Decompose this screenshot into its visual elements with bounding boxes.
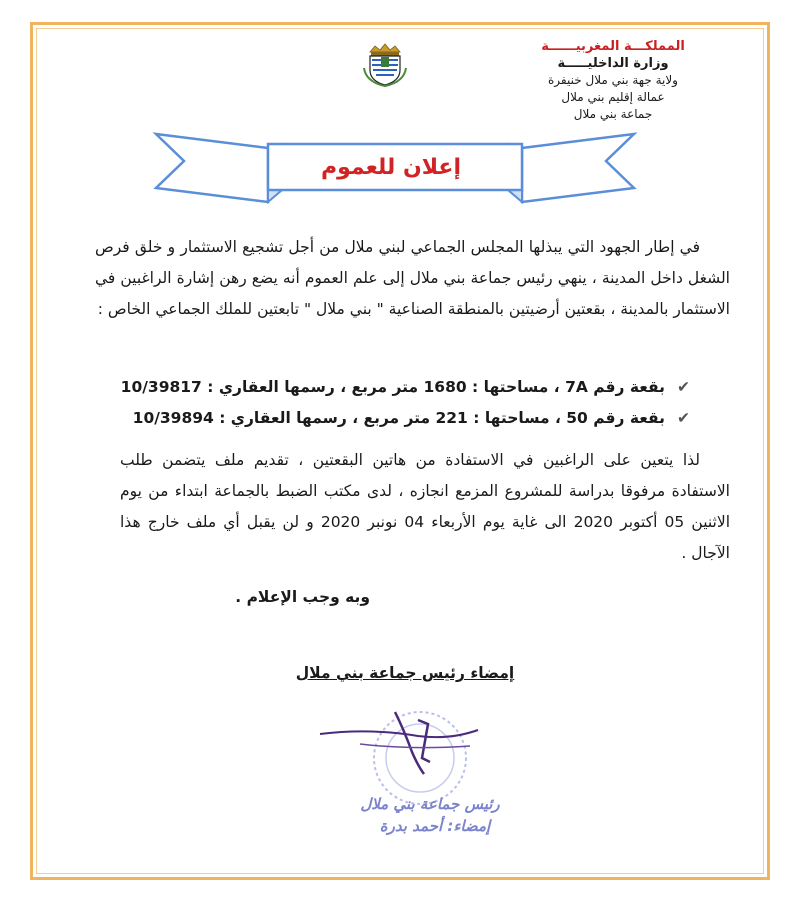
plot-item-2-text: بقعة رقم 50 ، مساحتها : 221 متر مربع ، رسمها العقاري : 10/39894 [132, 409, 665, 427]
kingdom-name: المملكـــة المغربيــــــة [541, 39, 685, 54]
plot-item-1-text: بقعة رقم 7A ، مساحتها : 1680 متر مربع ، رسمها العقاري : 10/39817 [120, 378, 665, 396]
check-icon: ✔ [677, 409, 690, 427]
closing-line: وبه وجب الإعلام . [235, 588, 370, 606]
check-icon: ✔ [677, 378, 690, 396]
coat-of-arms-icon [360, 38, 410, 88]
province-name: عمالة إقليم بني ملال [561, 90, 665, 104]
plot-item-1 [90, 372, 690, 403]
signature-title: إمضاء رئيس جماعة بني ملال [295, 664, 515, 682]
region-name: ولاية جهة بني ملال خنيفرة [548, 73, 678, 87]
stamp-line-2: إمضاء: أحمد بدرة [379, 817, 491, 835]
ministry-name: وزارة الداخليـــــة [557, 56, 669, 71]
plot-item-2 [90, 403, 690, 434]
letterhead [498, 38, 728, 123]
intro-paragraph: في إطار الجهود التي يبذلها المجلس الجماعي لبني ملال من أجل تشجيع الاستثمار و خلق فرص الشغل داخل المدينة ، ينهي رئيس جماعة بني ملال إلى علم العموم أنه يضع رهن إشارة الراغبين في الاستثمار بالمدينة ، بقعتين أرضيتين بالمنطقة الصناعية " بني ملال " تابعتين للملك الجماعي الخاص : [95, 238, 730, 318]
instructions-paragraph: لذا يتعين على الراغبين في الاستفادة من هاتين البقعتين ، تقديم ملف يتضمن طلب الاستفادة مرفوقا بدراسة للمشروع المزمع انجازه ، لدى مكتب الضبط بالجماعة ابتداء من يوم الاثنين 05 أكتوبر 2020 الى غاية يوم الأربعاء 04 نونبر 2020 و لن يقبل أي ملف خارج هذا الآجال . [120, 451, 731, 562]
commune-name: جماعة بني ملال [573, 107, 653, 121]
plot-list [90, 372, 690, 434]
announcement-title: إعلان للعموم [320, 155, 462, 180]
stamp-line-1: رئيس جماعة بني ملال [360, 795, 500, 813]
